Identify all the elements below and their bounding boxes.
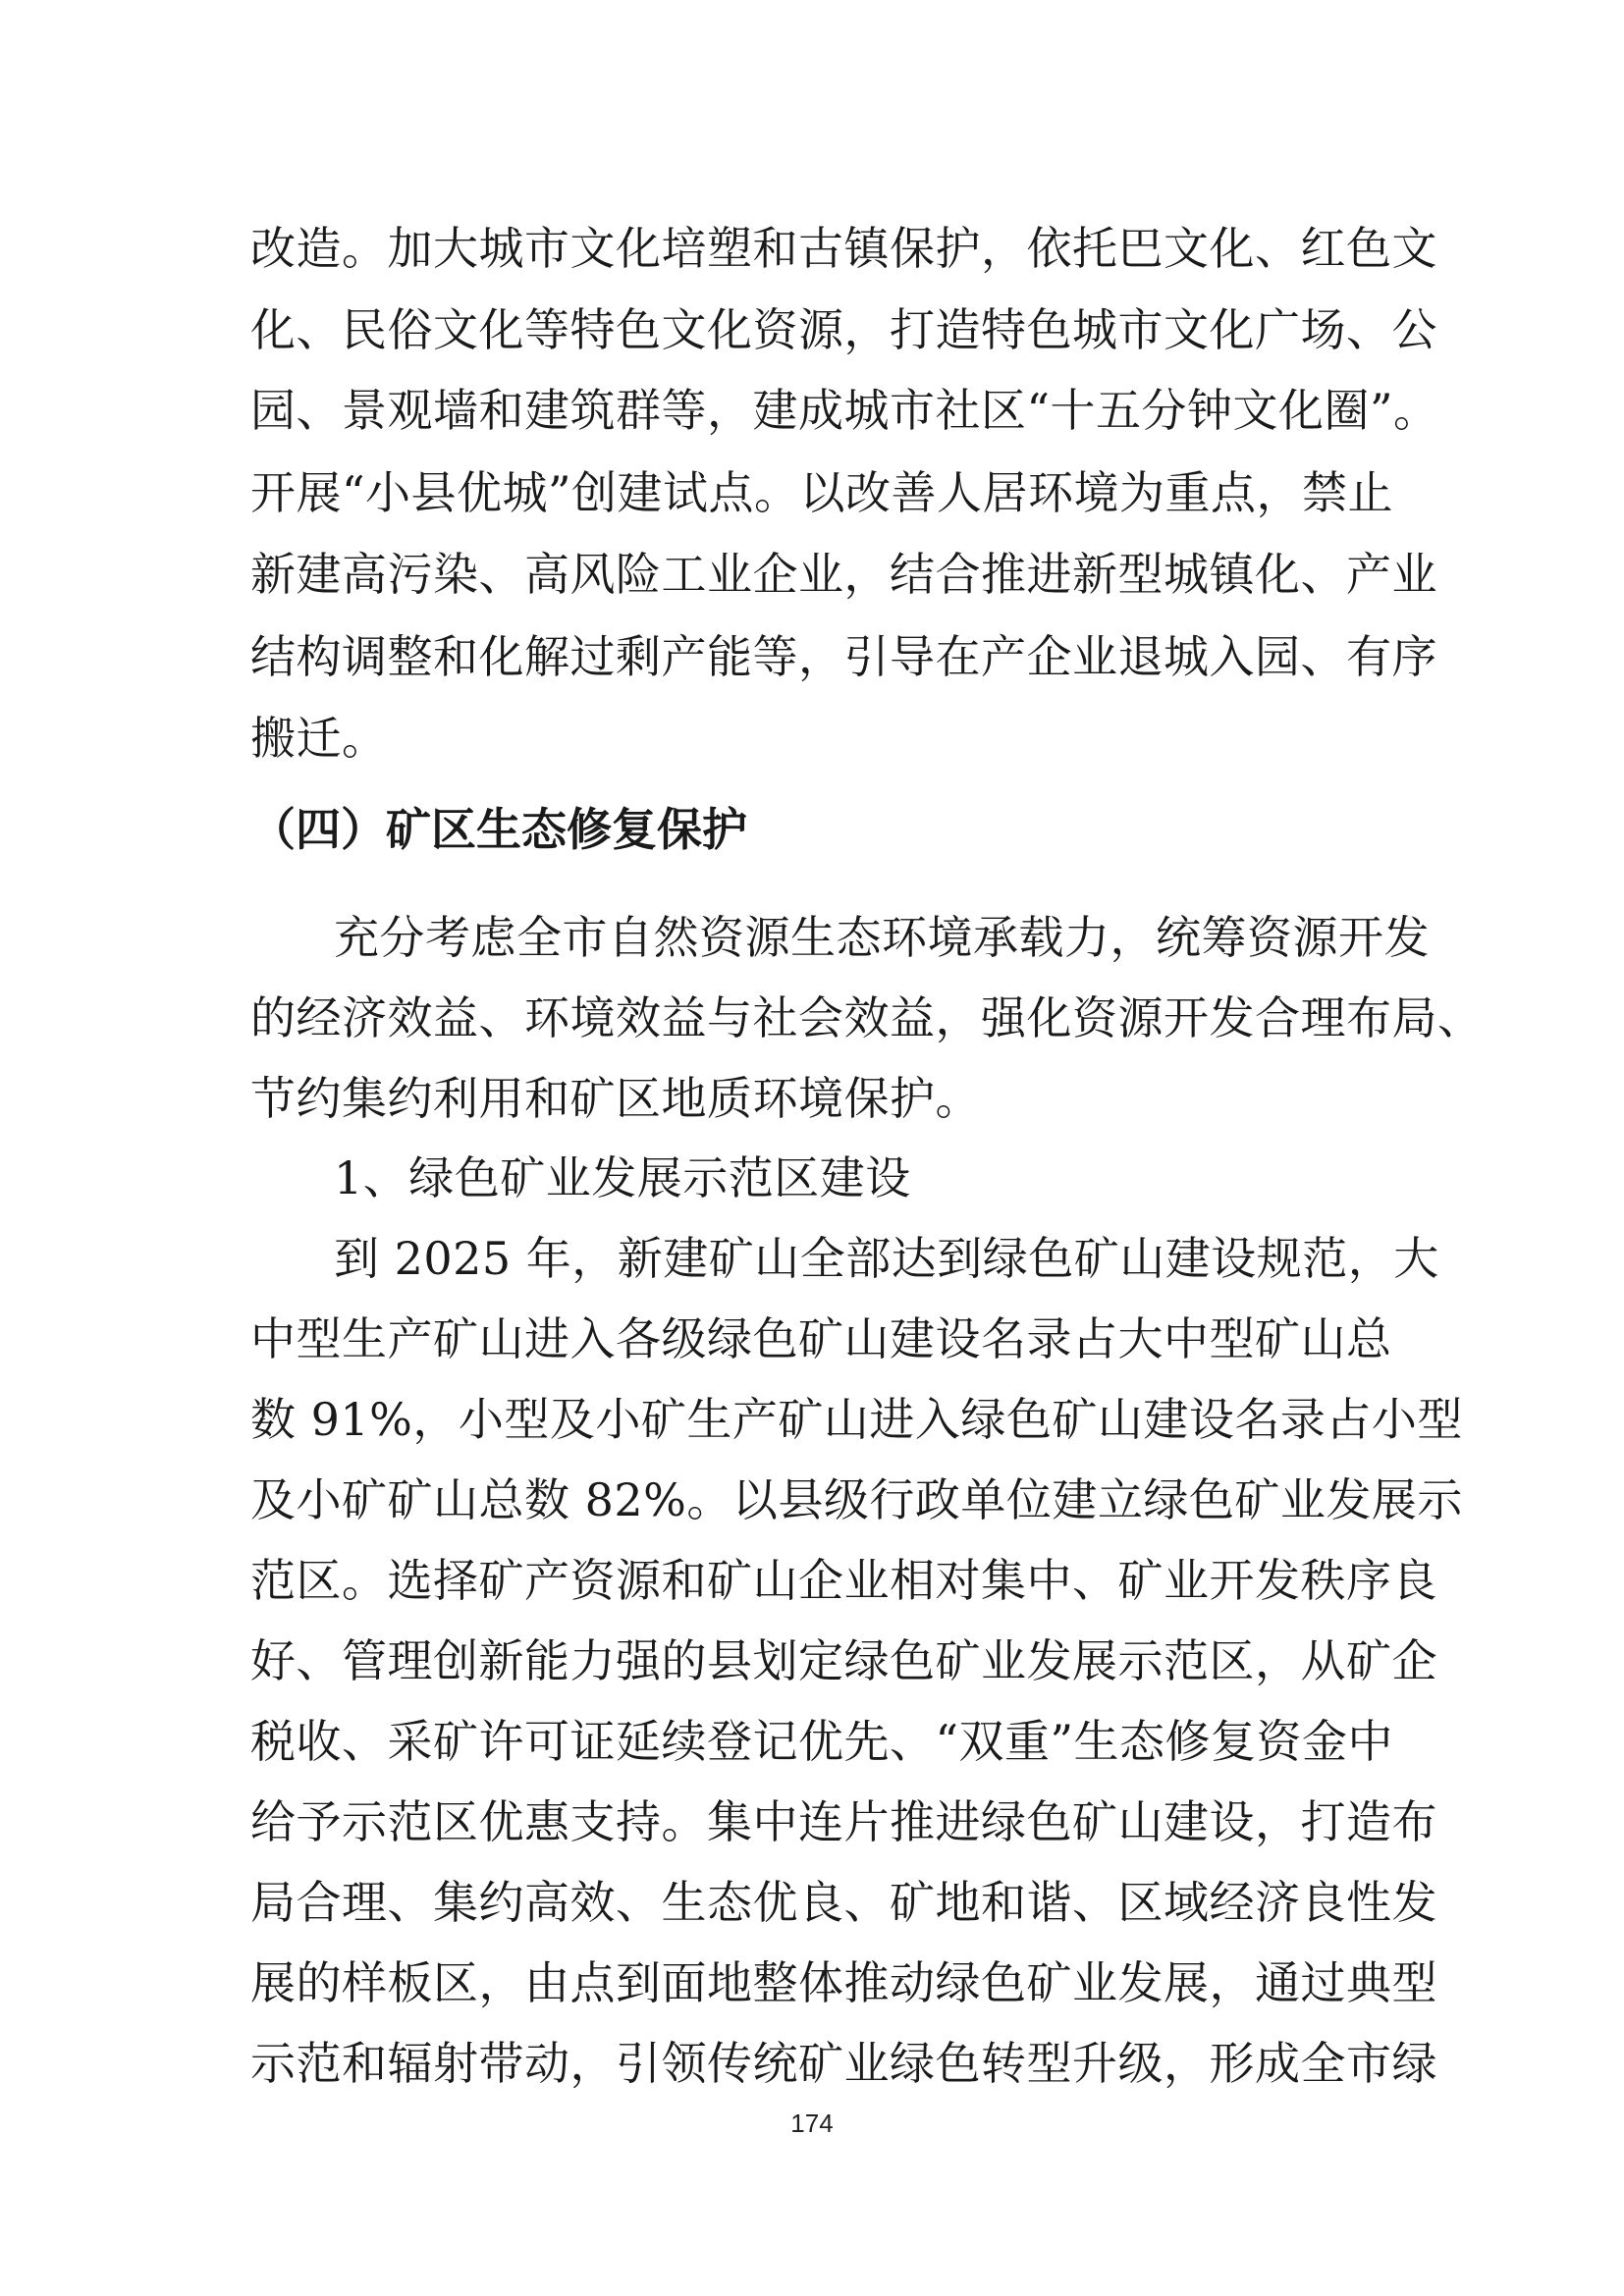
text-line: 到 2025 年，新建矿山全部达到绿色矿山建设规范，大 [334,1232,1439,1285]
text-line: 改造。加大城市文化培塑和古镇保护，依托巴文化、红色文 [250,222,1437,275]
section-heading: （四）矿区生态修复保护 [250,803,747,856]
text-line: 好、管理创新能力强的县划定绿色矿业发展示范区，从矿企 [250,1634,1437,1687]
text-line: 充分考虑全市自然资源生态环境承载力，统筹资源开发 [334,911,1430,964]
text-line: 局合理、集约高效、生态优良、矿地和谐、区域经济良性发 [250,1876,1437,1929]
text-line: 园、景观墙和建筑群等，建成城市社区“十五分钟文化圈”。 [250,384,1439,437]
text-line: 展的样板区，由点到面地整体推动绿色矿业发展，通过典型 [250,1956,1437,2009]
text-line: 范区。选择矿产资源和矿山企业相对集中、矿业开发秩序良 [250,1554,1437,1607]
text-line: 示范和辐射带动，引领传统矿业绿色转型升级，形成全市绿 [250,2037,1437,2090]
text-line: 节约集约利用和矿区地质环境保护。 [250,1072,981,1125]
text-line: 数 91%，小型及小矿生产矿山进入绿色矿山建设名录占小型 [250,1393,1463,1446]
subsection-heading: 1、绿色矿业发展示范区建设 [334,1151,911,1204]
text-line: 中型生产矿山进入各级绿色矿山建设名录占大中型矿山总 [250,1312,1392,1365]
text-line: 开展“小县优城”创建试点。以改善人居环境为重点，禁止 [250,466,1394,519]
text-line: 结构调整和化解过剩产能等，引导在产企业退城入园、有序 [250,630,1437,683]
text-line: 化、民俗文化等特色文化资源，打造特色城市文化广场、公 [250,303,1437,356]
text-line: 的经济效益、环境效益与社会效益，强化资源开发合理布局、 [250,991,1484,1044]
text-line: 税收、采矿许可证延续登记优先、“双重”生态修复资金中 [250,1715,1394,1768]
text-line: 新建高污染、高风险工业企业，结合推进新型城镇化、产业 [250,548,1437,601]
text-line: 及小矿矿山总数 82%。以县级行政单位建立绿色矿业发展示 [250,1473,1463,1526]
text-line: 搬迁。 [250,712,388,765]
page-number: 174 [790,2109,834,2138]
text-line: 给予示范区优惠支持。集中连片推进绿色矿山建设，打造布 [250,1795,1437,1848]
